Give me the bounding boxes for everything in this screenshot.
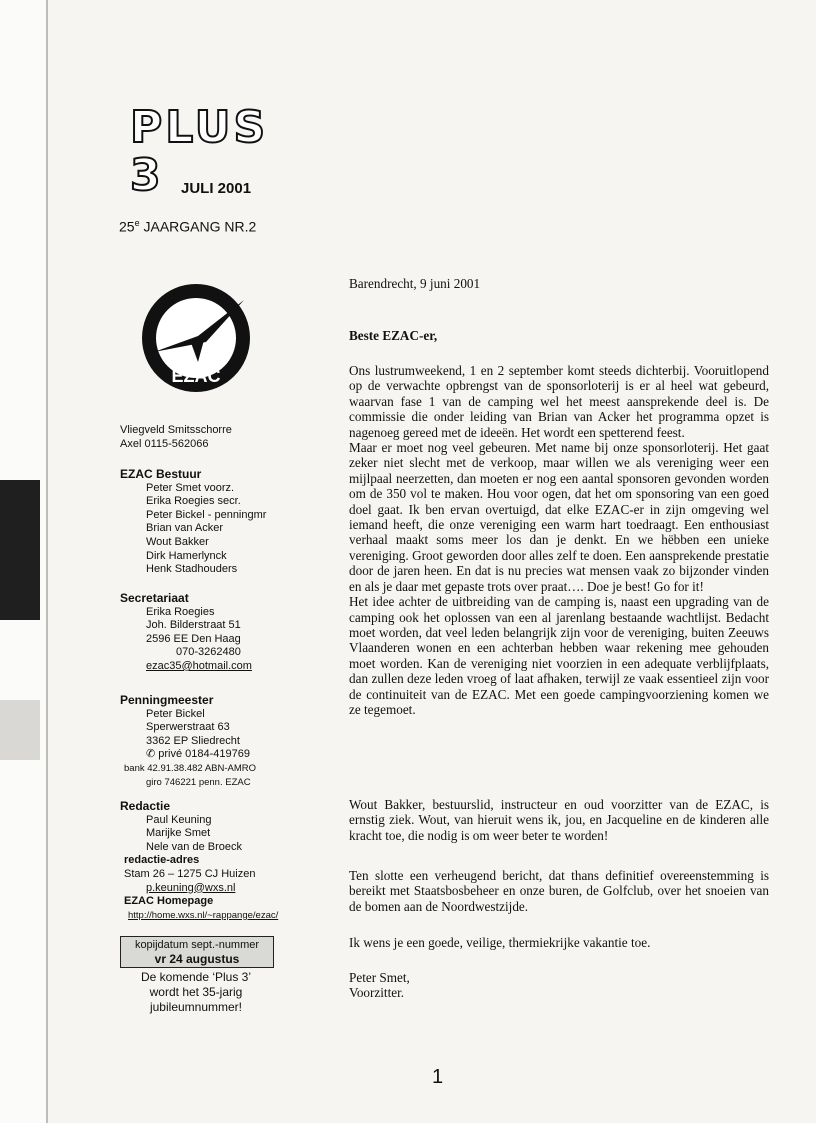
penningmeester-phone: ✆ privé 0184-419769 [146, 748, 251, 761]
redactie-heading: Redactie [120, 799, 171, 813]
letter-body-golfclub [349, 868, 769, 914]
previous-page-edge [0, 0, 48, 1123]
bestuur-member: Peter Smet voorz. [146, 481, 235, 494]
letter-paragraph: Maar er moet nog veel gebeuren. Met name bij onze sponsorloterij. Het gaat zeker niet slecht met de verkoop, maar willen we als vereniging weer een mijlpaal neerzetten, dan moeten er nog een aantal sponsoren gevonden worden om de 350 vol te maken. Hou voor ogen, dat het om sponsoring van een goed doel gaat. Ik ben ervan overtuigd, dat elke EZAC-er in zijn omgeving wel iemand heeft, die onze vereniging een warm hart toedraagt. Een enthousiast verhaal maakt soms meer los dan je denkt. En we hëbben een unieke vereniging. Groot geworden door alles zelf te doen. Een aansprekende prestatie door de jaren heen. En dat is nu precies wat mensen vaak zo bijzonder vinden en als je daar met gepaste trots over praat…. Doe je best! Go for it! [349, 440, 769, 594]
penningmeester-section [120, 694, 256, 789]
masthead-title: PLUS 3 [130, 102, 269, 201]
bestuur-member: Erika Roegies secr. [146, 495, 241, 508]
kopij-label: kopijdatum sept.-nummer [134, 939, 260, 951]
issue-date: JULI 2001 [181, 180, 252, 197]
letter-body [349, 363, 769, 717]
secretariaat-email-link[interactable]: ezac35@hotmail.com [146, 659, 252, 672]
homepage-heading: EZAC Homepage [124, 895, 214, 908]
secretariaat-city: 2596 EE Den Haag [146, 632, 241, 645]
airfield-name: Vliegveld Smitsschorre [120, 424, 232, 436]
penningmeester-name: Peter Bickel [146, 707, 205, 720]
secretariaat-section [120, 592, 252, 674]
kopij-date: vr 24 augustus [154, 952, 240, 966]
penningmeester-city: 3362 EP Sliedrecht [146, 734, 240, 747]
secretariaat-phone: 070-3262480 [176, 646, 241, 659]
penningmeester-giro: giro 746221 penn. EZAC [146, 776, 251, 788]
kopij-deadline-box [120, 936, 274, 968]
letter-paragraph: Wout Bakker, bestuurslid, instructeur en oud voorzitter van de EZAC, is ernstig ziek. Wout, van hieruit wens ik, jou, en Jacqueline en de kinderen alle kracht toe, die nodig is om weer beter te worden! [349, 797, 769, 843]
redactie-adres: Stam 26 – 1275 CJ Huizen [124, 867, 256, 880]
bestuur-member: Brian van Acker [146, 522, 224, 535]
ezac-emblem-icon [140, 282, 252, 394]
penningmeester-bank: bank 42.91.38.482 ABN-AMRO [124, 762, 257, 774]
jubileum-line: wordt het 35-jarig [149, 985, 243, 999]
secretariaat-street: Joh. Bilderstraat 51 [146, 619, 241, 632]
letter-body-wout [349, 797, 769, 843]
redactie-email-link[interactable]: p.keuning@wxs.nl [146, 881, 236, 894]
bestuur-member: Dirk Hamerlynck [146, 549, 227, 562]
airfield-info [120, 424, 232, 451]
secretariaat-name: Erika Roegies [146, 605, 215, 618]
penningmeester-street: Sperwerstraat 63 [146, 721, 230, 734]
redactie-member: Marijke Smet [146, 827, 211, 840]
bestuur-member: Wout Bakker [146, 535, 209, 548]
letter-paragraph: Ten slotte een verheugend bericht, dat thans definitief overeenstemming is bereikt met Staatsbosbeheer en onze buren, de Golfclub, over het snoeien van de bomen aan de Noordwestzijde. [349, 868, 769, 914]
jubileum-line: jubileumnummer! [149, 1000, 243, 1014]
bestuur-heading: EZAC Bestuur [120, 467, 202, 481]
previous-page-dark-block [0, 480, 40, 620]
letter-date: Barendrecht, 9 juni 2001 [349, 276, 481, 291]
page-number: 1 [432, 1066, 444, 1088]
jubileum-note [120, 970, 272, 1015]
redactie-member: Paul Keuning [146, 813, 212, 826]
letter-paragraph: Ons lustrumweekend, 1 en 2 september komt steeds dichterbij. Vooruitlopend op de verwachte opbrengst van de sponsorloterij is er al heel wat gebeurd, waarvan fase 1 van de camping wel het meest aansprekende deel is. De commissie die onder leiding van Brian van Acker het programma opzet is nagenoeg gereed met de ideeën. Het wordt een spetterend feest. [349, 363, 769, 440]
redactie-adres-heading: redactie-adres [124, 854, 200, 867]
airfield-phone: Axel 0115-562066 [120, 437, 209, 450]
redactie-member: Nele van de Broeck [146, 840, 242, 853]
letter-signature [349, 970, 769, 1001]
volume-number: 25e JAARGANG NR.2 [119, 218, 257, 235]
letter-closing [349, 935, 769, 950]
emblem-text: EZAC [171, 366, 221, 386]
redactie-section [120, 800, 278, 922]
signature-title: Voorzitter. [349, 985, 405, 1001]
bestuur-member: Peter Bickel - penningmr [146, 508, 267, 521]
letter-paragraph: Het idee achter de uitbreiding van de camping is, naast een upgrading van de camping ook het oplossen van een al jarenlang bestaande wachtlijst. Bedacht moet worden, dat veel leden belangrijk zijn voor de vereniging, buiten Zeeuws Vlaanderen wonen en een achterban hebben waar rekening mee gehouden moet worden. Kan de vereniging niet voorzien in een adequate verblijfplaats, dan zullen deze leden vroeg of laat afhaken, terwijl ze vaak essentieel zijn voor de continuiteit van de EZAC. Met een goede campingvoorziening komen we ze tegemoet. [349, 594, 769, 717]
bestuur-section [120, 468, 266, 577]
homepage-link[interactable]: http://home.wxs.nl/~rappange/ezac/ [128, 909, 279, 921]
jubileum-line: De komende ‘Plus 3’ [140, 970, 252, 984]
letter-paragraph: Ik wens je een goede, veilige, thermiekrijke vakantie toe. [349, 935, 651, 950]
penningmeester-heading: Penningmeester [120, 693, 214, 707]
previous-page-light-block [0, 700, 40, 760]
letter-salutation: Beste EZAC-er, [349, 328, 438, 343]
secretariaat-heading: Secretariaat [120, 591, 189, 605]
bestuur-member: Henk Stadhouders [146, 563, 238, 576]
signature-name: Peter Smet, [349, 970, 410, 985]
